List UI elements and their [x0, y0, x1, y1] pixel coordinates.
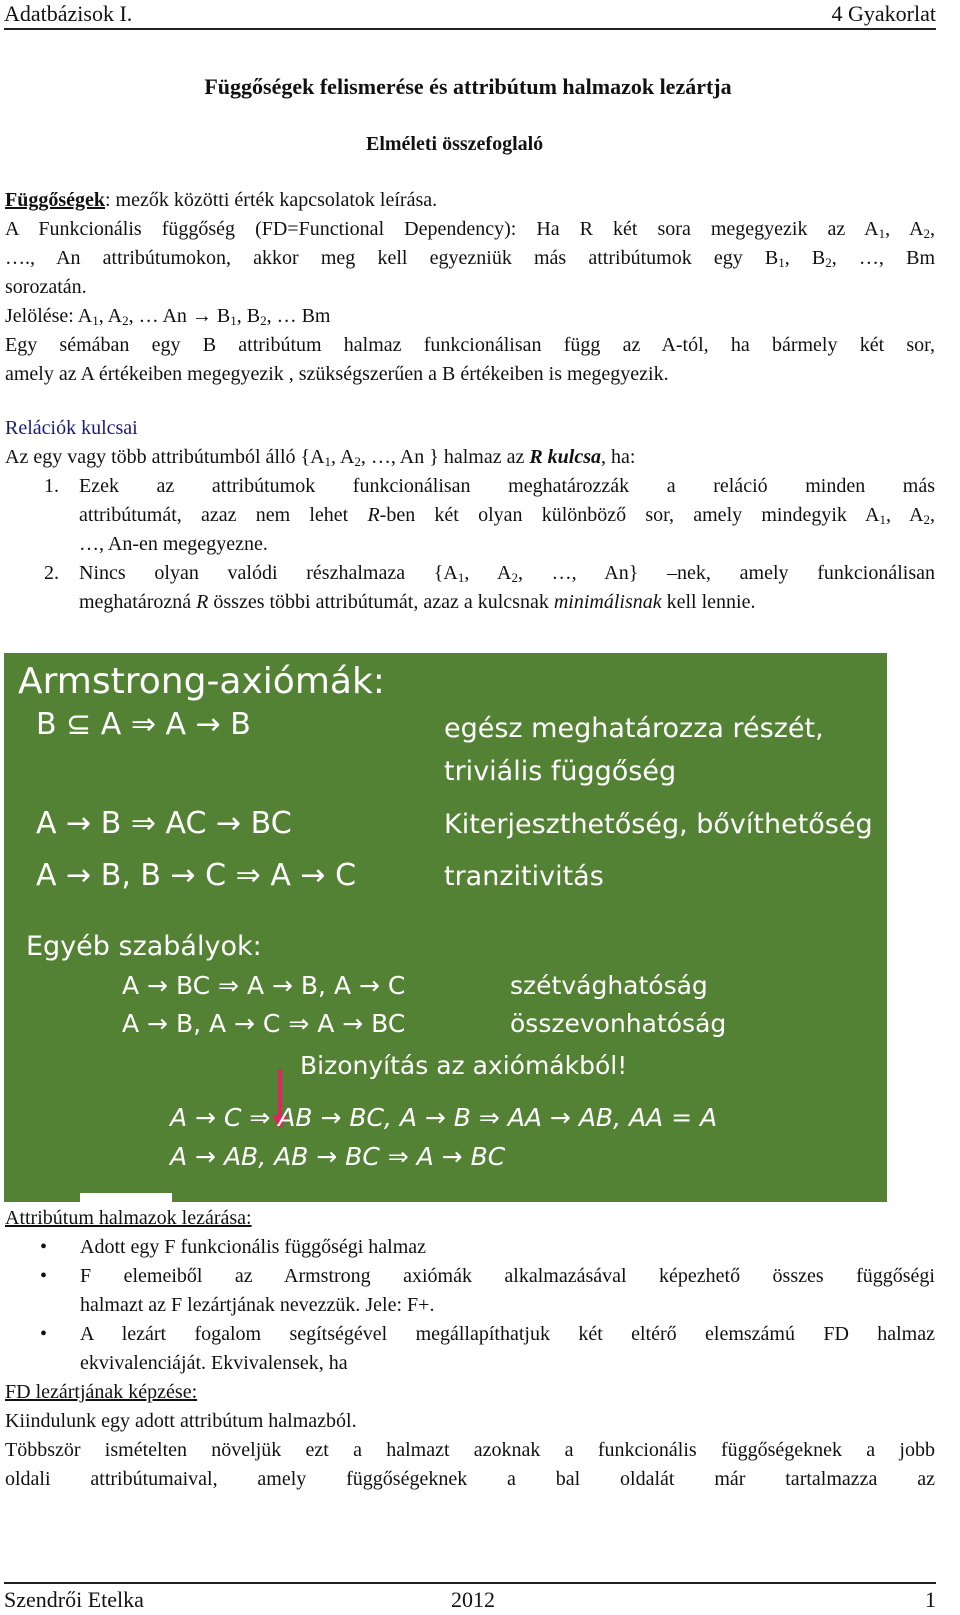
sub-1: 1: [92, 313, 99, 328]
sub-1: 1: [879, 512, 886, 527]
armstrong-title: Armstrong-axiómák:: [18, 661, 385, 702]
header-left: Adatbázisok I.: [4, 1, 133, 26]
item2-number: 2.: [44, 562, 59, 584]
axiom-transitivity: A → B, B → C ⇒ A → C: [36, 858, 357, 893]
item1-line3: …, An-en megegyezne.: [79, 533, 268, 555]
page-footer: [4, 1582, 936, 1615]
item1-line2: attribútumát, azaz nem lehet R-ben két olyan különböző sor, amely mindegyik $A_1$, $A_2$,: [79, 504, 936, 527]
closure-bullet-1: [40, 1233, 935, 1262]
slide-edge-strip: [80, 1193, 172, 1202]
notation-a: Jelölése: A: [5, 305, 93, 327]
axiom-transitivity-desc: tranzitivitás: [444, 861, 604, 892]
fd-p2-line1: Egy sémában egy B attribútum halmaz funkcionálisan függ az A-tól, ha bármely két sor,: [5, 334, 935, 356]
closure-bullet-3-line1: A lezárt fogalom segítségével megállapíthatjuk két eltérő elemszámú FD halmaz: [80, 1323, 935, 1345]
notation-b: , A: [98, 305, 123, 327]
sub-1: 1: [878, 226, 886, 241]
fdclosure-line1: Kiindulunk egy adott attribútum halmazból.: [5, 1410, 357, 1432]
keys-heading: Relációk kulcsai: [5, 417, 138, 439]
fd-def: : mezők közötti érték kapcsolatok leírása.: [105, 189, 438, 211]
item2-line2: [79, 588, 935, 617]
fd-notation: [5, 302, 935, 331]
fd-definition: [5, 186, 935, 215]
proof-line-2: A → AB, AB → BC ⇒ A → BC: [170, 1142, 506, 1171]
item1-R: R: [367, 504, 380, 526]
fd-p1-line2a-text: …., An attribútumokon, akkor meg kell egyezniük más attribútumok egy B: [5, 247, 779, 269]
fdclosure-heading: [5, 1378, 935, 1407]
other-rules-title: Egyéb szabályok:: [26, 931, 262, 962]
item1-line2a: attribútumát, azaz nem lehet: [79, 504, 368, 526]
closure-bullet-2-line2: halmazt az F lezártjának nevezzük. Jele: F+.: [80, 1294, 435, 1316]
page-subtitle: Elméleti összefoglaló: [366, 133, 544, 155]
keys-intro-b: , …, An } halmaz az: [360, 446, 530, 468]
sub-1: 1: [457, 570, 465, 585]
sub-2: 2: [923, 226, 931, 241]
sub-2: 2: [511, 570, 518, 585]
keys-intro-em: R kulcsa: [529, 446, 602, 468]
footer-author: Szendrői Etelka: [4, 1587, 144, 1612]
axiom-augmentation-desc: Kiterjeszthetőség, bővíthetőség: [444, 809, 873, 840]
page-number: 1: [925, 1587, 936, 1612]
closure-bullet-1-text: Adott egy F funkcionális függőségi halmaz: [80, 1236, 427, 1258]
fd-term: Függőségek: [5, 189, 105, 211]
bullet-icon: •: [40, 1236, 48, 1258]
closure-bullet-3: [40, 1320, 935, 1378]
item2-line2b: összes többi attribútumát, azaz a kulcsnak: [208, 591, 554, 613]
sub-2: 2: [825, 255, 832, 270]
fdclosure-line3: oldali attribútumaival, amely függőségeknek a bal oldalát már tartalmazza az: [5, 1468, 935, 1490]
sub-2: 2: [260, 313, 267, 328]
fdclosure-line2: Többször ismételten növeljük ezt a halmazt azoknak a funkcionális függőségeknek a jobb: [5, 1439, 935, 1461]
sub-2: 2: [122, 313, 129, 328]
fdclosure-heading-text: FD lezártjának képzése:: [5, 1381, 198, 1403]
bullet-icon: •: [40, 1323, 48, 1345]
item2-line2a: meghatározná: [79, 591, 197, 613]
axiom-augmentation: A → B ⇒ AC → BC: [36, 806, 292, 841]
item2-em: minimálisnak: [553, 591, 662, 613]
sub-1: 1: [230, 313, 237, 328]
footer-year: 2012: [451, 1587, 495, 1612]
keys-intro-a: Az egy vagy több attribútumból álló {A: [5, 446, 325, 468]
item1-line2b: -ben két olyan különböző sor, amely mindegyik A: [379, 504, 880, 526]
item2-line1b: , …, An} –nek, amely funkcionálisan: [517, 562, 935, 584]
notation-d: , B: [236, 305, 261, 327]
item2-line2c: kell lennie.: [661, 591, 756, 613]
notation-e: , … Bm: [266, 305, 331, 327]
keys-intro-c: , ha:: [601, 446, 636, 468]
rule-union: A → B, A → C ⇒ A → BC: [122, 1009, 406, 1038]
item2-line1a: Nincs olyan valódi részhalmaza {A: [79, 562, 458, 584]
fd-p1-line2b-text: , …, Bm: [831, 247, 935, 269]
fd-paragraph-line3: sorozatán.: [5, 276, 87, 298]
closure-bullet-2: [40, 1262, 935, 1320]
axiom-reflexivity-desc1: egész meghatározza részét,: [444, 713, 824, 744]
sub-1: 1: [324, 454, 332, 469]
axiom-reflexivity: B ⊆ A ⇒ A → B: [36, 707, 251, 742]
closure-bullet-2-line1: F elemeiből az Armstrong axiómák alkalmazásával képezhető összes függőségi: [80, 1265, 935, 1287]
rule-decomposition: A → BC ⇒ A → B, A → C: [122, 971, 406, 1000]
proof-note: Bizonyítás az axiómákból!: [300, 1051, 628, 1080]
bullet-icon: •: [40, 1265, 48, 1287]
item1-line1: Ezek az attribútumok funkcionálisan meghatározzák a reláció minden más: [79, 475, 935, 497]
axiom-reflexivity-desc2: triviális függőség: [444, 756, 677, 787]
armstrong-slide: [4, 653, 887, 1202]
keys-item-1: [44, 472, 935, 559]
keys-item-2: [44, 559, 935, 617]
page-header: [4, 0, 936, 30]
notation-c: , … An → B: [128, 305, 231, 327]
proof-line-1: A → C ⇒ AB → BC, A → B ⇒ AA → AB, AA = A: [170, 1103, 718, 1132]
closure-heading-text: Attribútum halmazok lezárása:: [5, 1207, 252, 1229]
keys-intro: Az egy vagy több attribútumból álló {$A_1$, $A_2$, …, An } halmaz az R kulcsa, ha:: [5, 446, 636, 469]
sub-2: 2: [923, 512, 931, 527]
sub-2: 2: [354, 454, 361, 469]
fd-p2-line2: amely az A értékeiben megegyezik , szükségszerűen a B értékeiben is megegyezik.: [5, 363, 669, 385]
header-right: 4 Gyakorlat: [831, 1, 936, 26]
item1-number: 1.: [44, 475, 59, 497]
closure-bullet-3-line2: ekvivalenciáját. Ekvivalensek, ha: [80, 1352, 348, 1374]
sub-1: 1: [778, 255, 785, 270]
item2-R: R: [196, 591, 209, 613]
page-title: Függőségek felismerése és attribútum halmazok lezártja: [204, 74, 732, 99]
fd-p1-line1-text: A Funkcionális függőség (FD=Functional Dependency): Ha R két sora megegyezik az A: [5, 218, 879, 240]
fd-paragraph-line1: A Funkcionális függőség (FD=Functional Dependency): Ha R két sora megegyezik az $A_1$, $A_2$,: [5, 218, 936, 241]
rule-decomposition-desc: szétvághatóság: [510, 971, 708, 1000]
fd-paragraph-line2: …., An attribútumokon, akkor meg kell egyezniük más attribútumok egy $B_1$, $B_2$, …, Bm: [5, 247, 935, 270]
item2-line1: Nincs olyan valódi részhalmaza {$A_1$, $A_2$, …, An} –nek, amely funkcionálisan: [79, 562, 935, 585]
rule-union-desc: összevonhatóság: [510, 1009, 727, 1038]
closure-heading: [5, 1204, 935, 1233]
